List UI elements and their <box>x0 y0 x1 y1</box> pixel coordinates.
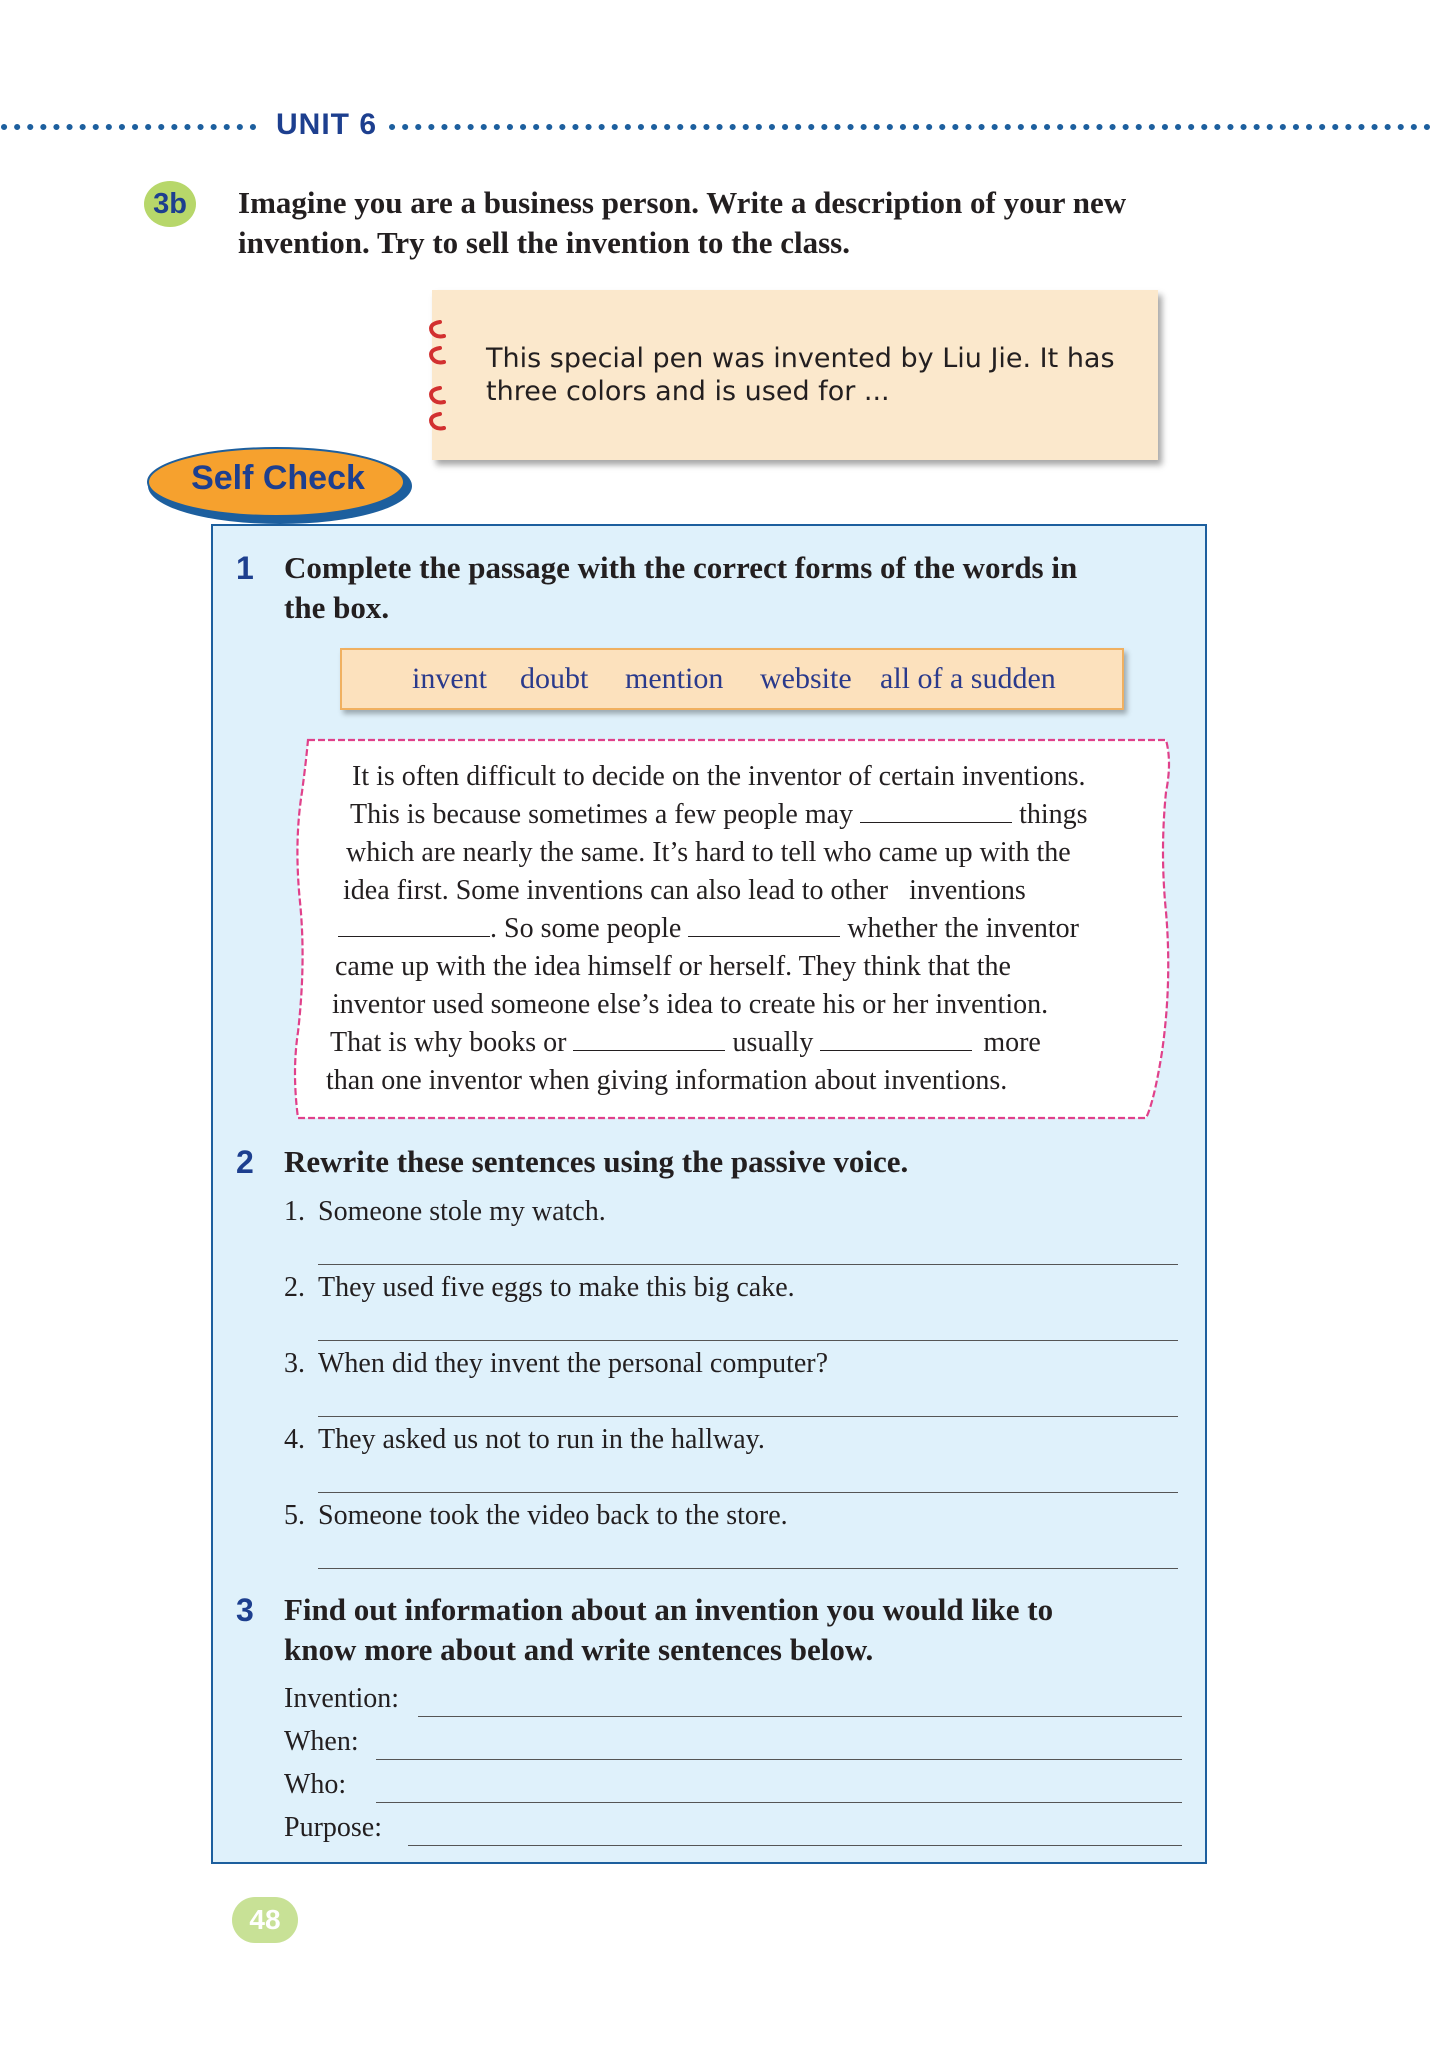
passage-line <box>330 1024 1041 1062</box>
answer-blank[interactable] <box>338 912 490 937</box>
answer-line[interactable] <box>318 1492 1178 1493</box>
passage-text-segment: usually <box>732 1027 814 1058</box>
note-line: This special pen was invented by Liu Jie. It has <box>486 343 1115 374</box>
answer-line[interactable] <box>318 1340 1178 1341</box>
header-dotted-rule <box>0 120 1434 134</box>
answer-blank[interactable] <box>573 1026 725 1051</box>
word-box <box>340 648 1124 710</box>
item-text: They asked us not to run in the hallway. <box>318 1424 765 1455</box>
answer-blank[interactable] <box>688 912 840 937</box>
passage-line: idea first. Some inventions can also lead to other inventions <box>343 875 1026 906</box>
item-number: 5. <box>284 1500 305 1531</box>
note-line: three colors and is used for ... <box>486 376 890 407</box>
passage-line: came up with the idea himself or herself. They think that the <box>335 951 1011 982</box>
word-invent: invent <box>412 662 487 695</box>
passage-line <box>350 796 1088 834</box>
passage-line: inventor used someone else’s idea to create his or her invention. <box>332 989 1049 1020</box>
example-note-text <box>486 342 1136 408</box>
field-label-who: Who: <box>284 1769 347 1800</box>
page-number: 48 <box>232 1897 298 1943</box>
answer-line[interactable] <box>318 1568 1178 1569</box>
rewrite-item <box>284 1272 795 1304</box>
item-text: They used five eggs to make this big cake. <box>318 1272 795 1303</box>
item-text: Someone stole my watch. <box>318 1196 606 1227</box>
answer-line[interactable] <box>318 1264 1178 1265</box>
passage-text-segment: . So some people <box>490 913 682 944</box>
rewrite-item <box>284 1348 828 1380</box>
word-website: website <box>760 662 852 695</box>
item-text: Someone took the video back to the store. <box>318 1500 788 1531</box>
passage-text-segment: That is why books or <box>330 1027 567 1058</box>
passage-line: It is often difficult to decide on the inventor of certain inventions. <box>352 761 1086 792</box>
title-line: the box. <box>284 590 390 625</box>
passage-text-segment: more <box>983 1027 1041 1058</box>
field-label-purpose: Purpose: <box>284 1812 382 1843</box>
passage-text-segment: whether the inventor <box>847 913 1080 944</box>
spiral-binding-icon <box>424 318 454 438</box>
rewrite-item <box>284 1196 606 1228</box>
word-doubt: doubt <box>520 662 589 695</box>
item-number: 4. <box>284 1424 305 1455</box>
activity-badge-3b: 3b <box>144 181 196 227</box>
example-note-card <box>432 290 1158 460</box>
question-2-title: Rewrite these sentences using the passive voice. <box>284 1144 909 1179</box>
word-all-of-a-sudden: all of a sudden <box>880 662 1056 695</box>
passage-line: than one inventor when giving information about inventions. <box>326 1065 1008 1096</box>
question-3-title <box>284 1590 1184 1670</box>
purpose-line[interactable] <box>408 1845 1182 1846</box>
who-line[interactable] <box>376 1802 1182 1803</box>
question-number-3: 3 <box>236 1592 254 1628</box>
item-text: When did they invent the personal computer? <box>318 1348 829 1379</box>
passage-line: which are nearly the same. It’s hard to tell who came up with the <box>346 837 1071 868</box>
activity-3b-instruction: Imagine you are a business person. Write a description of your new invention. Try to sell the invention to the class. <box>238 185 1127 260</box>
rewrite-item <box>284 1424 765 1456</box>
passage-text-segment: This is because sometimes a few people may <box>350 799 854 830</box>
answer-blank[interactable] <box>820 1026 972 1051</box>
self-check-label: Self Check <box>191 459 365 497</box>
item-number: 1. <box>284 1196 305 1227</box>
passage-text-segment: things <box>1019 799 1088 830</box>
when-line[interactable] <box>376 1759 1182 1760</box>
passage-line <box>338 910 1079 948</box>
question-number-1: 1 <box>236 550 254 586</box>
question-number-2: 2 <box>236 1144 254 1180</box>
item-number: 2. <box>284 1272 305 1303</box>
item-number: 3. <box>284 1348 305 1379</box>
field-label-when: When: <box>284 1726 359 1757</box>
unit-title: UNIT 6 <box>276 108 378 141</box>
word-mention: mention <box>625 662 724 695</box>
answer-line[interactable] <box>318 1416 1178 1417</box>
question-1-title <box>284 548 1184 628</box>
title-line: Complete the passage with the correct forms of the words in <box>284 550 1078 585</box>
answer-blank[interactable] <box>860 798 1012 823</box>
invention-line[interactable] <box>418 1716 1182 1717</box>
field-label-invention: Invention: <box>284 1683 400 1714</box>
rewrite-item <box>284 1500 788 1532</box>
title-line: know more about and write sentences below. <box>284 1632 874 1667</box>
title-line: Find out information about an invention you would like to <box>284 1592 1054 1627</box>
